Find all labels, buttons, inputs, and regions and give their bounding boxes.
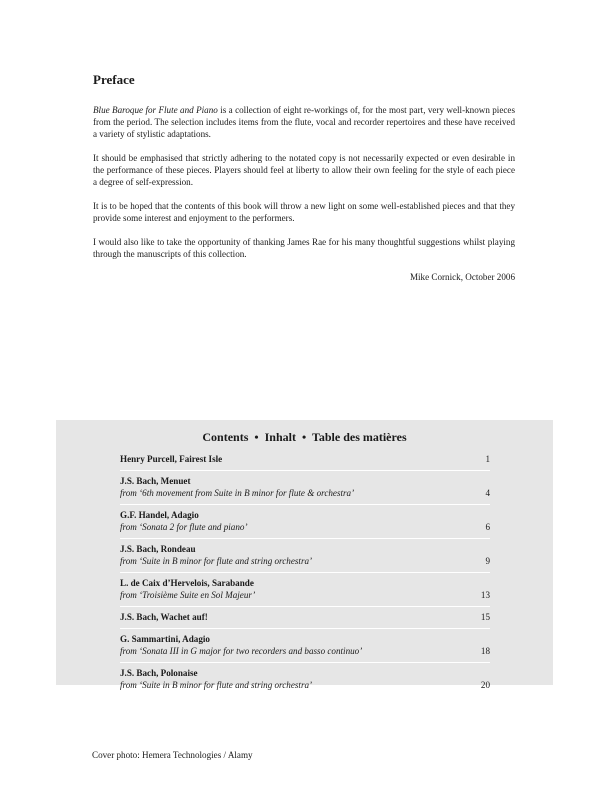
preface-paragraph-4: I would also like to take the opportunity of thanking James Rae for his many thoughtful suggestions whilst playing through the manuscripts of this collection. [93,237,515,259]
entry-page-number: 9 [485,556,490,566]
entry-page-number: 6 [485,522,490,532]
title-separator: • [301,430,307,444]
entry-title: Henry Purcell, Fairest Isle [120,454,223,464]
contents-list [120,449,490,696]
preface-section [93,72,515,282]
contents-entry [120,663,490,696]
title-separator: • [254,430,259,444]
entry-page-number: 4 [485,488,490,498]
entry-title: J.S. Bach, Polonaise [120,668,198,678]
contents-entry [120,505,490,539]
entry-title: J.S. Bach, Rondeau [120,544,196,554]
entry-title: L. de Caix d’Hervelois, Sarabande [120,578,254,588]
preface-paragraph-2: It should be emphasised that strictly adhering to the notated copy is not necessarily expected or even desirable in the performance of these pieces. Players should feel at liberty to allow their own feeling for the style of each piece a degree of self-expression. [93,153,515,187]
preface-signature: Mike Cornick, October 2006 [409,272,515,282]
entry-title: J.S. Bach, Menuet [120,476,191,486]
contents-entry [120,471,490,505]
contents-title [56,430,553,445]
contents-title-en: Contents [202,430,249,444]
entry-source: from ‘Suite in B minor for flute and string orchestra’ [120,556,313,566]
entry-page-number: 20 [480,680,490,690]
preface-paragraph-1-text: is a collection of eight re-workings of, for the most part, very well-known pieces from the period. The selection includes items from the flute, vocal and recorder repertoires and these have received a variety of stylistic adaptations. [93,105,515,139]
contents-entry [120,607,490,629]
entry-source: from ‘Suite in B minor for flute and string orchestra’ [120,680,313,690]
contents-entry [120,573,490,607]
preface-paragraph-3: It is to be hoped that the contents of this book will throw a new light on some well-established pieces and that they provide some interest and enjoyment to the performers. [93,201,515,223]
contents-title-fr: Table des matières [311,430,407,444]
entry-page-number: 15 [480,612,490,622]
entry-source: from ‘Troisième Suite en Sol Majeur’ [120,590,256,600]
contents-entry [120,629,490,663]
preface-paragraph-1 [93,104,515,140]
entry-source: from ‘6th movement from Suite in B minor for flute & orchestra’ [120,488,355,498]
entry-title: G. Sammartini, Adagio [120,634,210,644]
book-title: Blue Baroque for Flute and Piano [93,105,218,115]
entry-title: J.S. Bach, Wachet auf! [120,612,208,622]
entry-page-number: 13 [480,590,490,600]
entry-page-number: 1 [485,454,490,464]
contents-entry [120,449,490,471]
entry-source: from ‘Sonata III in G major for two recorders and basso continuo’ [120,646,363,656]
contents-entry [120,539,490,573]
contents-title-de: Inhalt [264,430,296,444]
preface-title: Preface [93,72,135,87]
entry-title: G.F. Handel, Adagio [120,510,199,520]
cover-photo-credit: Cover photo: Hemera Technologies / Alamy [92,750,253,760]
entry-source: from ‘Sonata 2 for flute and piano’ [120,522,248,532]
entry-page-number: 18 [480,646,490,656]
contents-panel [56,420,553,690]
